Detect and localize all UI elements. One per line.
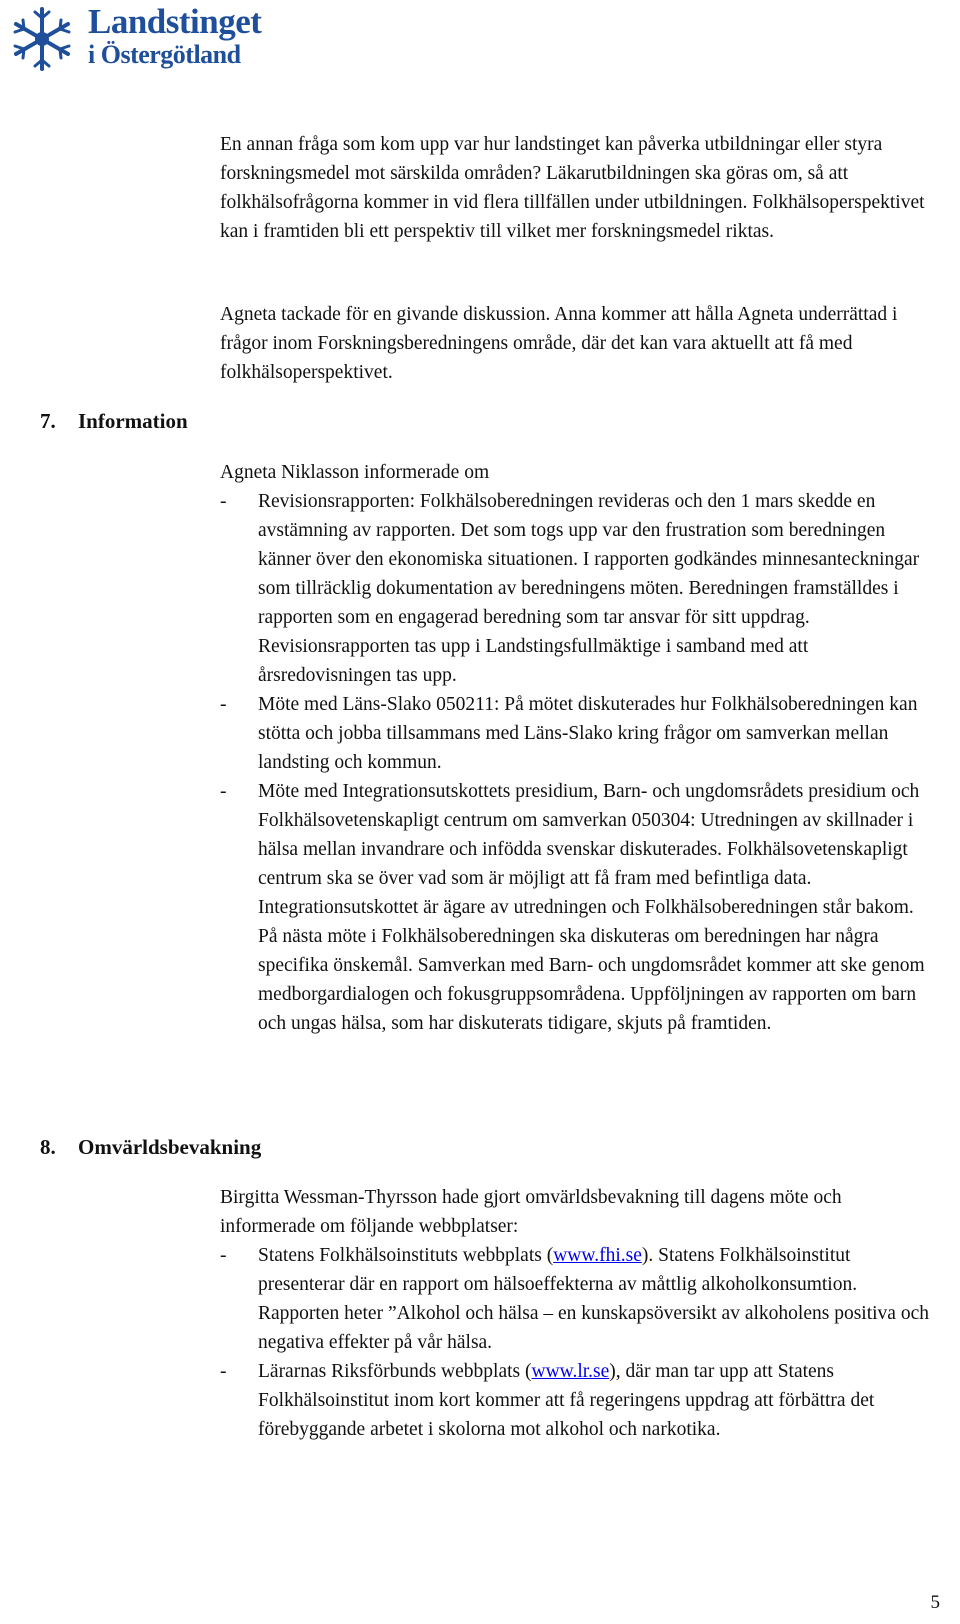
intro-paragraph-2 [220,300,932,387]
intro-paragraph-1 [220,130,932,246]
organization-logo [4,4,304,74]
list-item [220,487,932,690]
bullet-dash: - [220,1245,227,1266]
section-8-body [220,1183,932,1444]
website-list [220,1241,932,1444]
bullet-dash: - [220,781,227,802]
logo-title: Landstinget [88,2,262,41]
section-title: Omvärldsbevakning [78,1135,262,1159]
list-item [220,1241,932,1357]
paragraph-text: Agneta tackade för en givande diskussion. Anna kommer att hålla Agneta underrättad i frågor inom Forskningsberedningens område, där det kan vara aktuellt att få med folkhälsoperspektivet. [220,304,898,383]
list-item-text: Revisionsrapporten: Folkhälsoberedningen revideras och den 1 mars skedde en avstämning av rapporten. Det som togs upp var den frustration som beredningen känner över den ekonomiska situationen. I rapporten godkändes minnesanteckningar som tillräcklig dokumentation av beredningens möten. Beredningen framställdes i rapporten som en engagerad beredning som tar ansvar för sitt uppdrag. Revisionsrapporten tas upp i Landstingsfullmäktige i samband med att årsredovisningen tas upp. [258,491,920,686]
section-title: Information [78,409,188,433]
info-list [220,487,932,1038]
list-item [220,1357,932,1444]
section-7-heading [40,407,188,435]
section-8-heading [40,1133,261,1161]
section-number: 8. [40,1135,56,1159]
section-7-body [220,458,932,1038]
lr-link[interactable]: www.lr.se [531,1361,610,1382]
list-item-text-after: ), där man tar upp att Statens Folkhälsoinstitut inom kort kommer att få regeringens uppdrag att förbättra det förebyggande arbetet i skolorna mot alkohol och narkotika. [258,1361,875,1440]
list-item-text-after: ). Statens Folkhälsoinstitut presenterar där en rapport om hälsoeffekterna av måttlig alkoholkonsumtion. Rapporten heter ”Alkohol och hälsa – en kunskapsöversikt av alkoholens positiva och negativa effekter på vår hälsa. [258,1245,929,1353]
section-lead: Birgitta Wessman-Thyrsson hade gjort omvärldsbevakning till dagens möte och informerade om följande webbplatser: [220,1187,842,1237]
list-item-text: Möte med Integrationsutskottets presidium, Barn- och ungdomsrådets presidium och Folkhälsovetenskapligt centrum om samverkan 050304: Utredningen av skillnader i hälsa mellan invandrare och infödda svenskar diskuterades. Folkhälsovetenskapligt centrum ska se över vad som är möjligt att få fram med befintliga data. Integrationsutskottet är ägare av utredningen och Folkhälsoberedningen står bakom. På nästa möte i Folkhälsoberedningen ska diskuteras om beredningen har några specifika önskemål. Samverkan med Barn- och ungdomsrådet kommer att ske genom medborgardialogen och fokusgruppsområdena. Uppföljningen av rapporten om barn och ungas hälsa, som har diskuterats tidigare, skjuts på framtiden. [258,781,925,1034]
section-lead: Agneta Niklasson informerade om [220,462,490,483]
list-item-text-before: Lärarnas Riksförbunds webbplats ( [258,1361,532,1382]
list-item [220,777,932,1038]
paragraph-text: En annan fråga som kom upp var hur landstinget kan påverka utbildningar eller styra forskningsmedel mot särskilda områden? Läkarutbildningen ska göras om, så att folkhälsofrågorna kommer in vid flera tillfällen under utbildningen. Folkhälsoperspektivet kan i framtiden bli ett perspektiv till vilket mer forskningsmedel riktas. [220,134,925,242]
bullet-dash: - [220,694,227,715]
list-item-text: Möte med Läns-Slako 050211: På mötet diskuterades hur Folkhälsoberedningen kan stötta och jobba tillsammans med Läns-Slako kring frågor om samverkan mellan landsting och kommun. [258,694,918,773]
logo-subtitle: i Östergötland [88,40,241,69]
bullet-dash: - [220,1361,227,1382]
page-number: 5 [930,1592,940,1613]
list-item-text-before: Statens Folkhälsoinstituts webbplats ( [258,1245,554,1266]
list-item [220,690,932,777]
fhi-link[interactable]: www.fhi.se [553,1245,642,1266]
snowflake-emblem-icon [4,6,80,72]
section-number: 7. [40,409,56,433]
bullet-dash: - [220,491,227,512]
